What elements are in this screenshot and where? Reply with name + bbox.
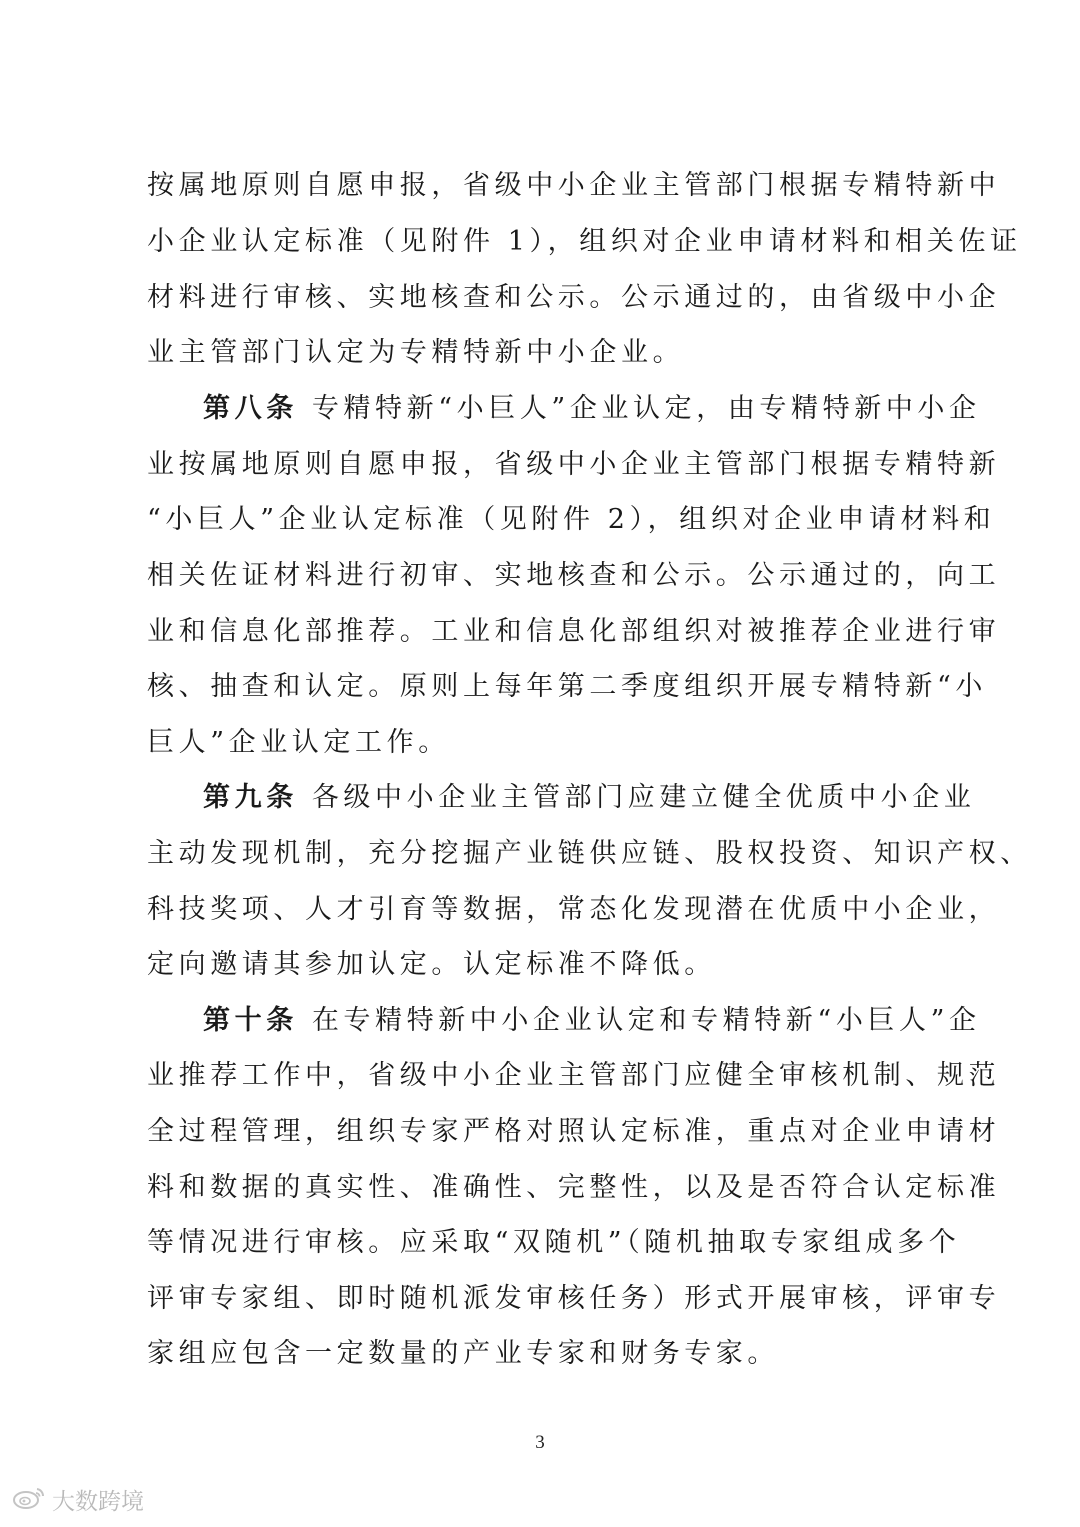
text-line: “小巨人”企业认定标准（见附件 2），组织对企业申请材料和 — [147, 504, 996, 535]
text-line: 业按属地原则自愿申报，省级中小企业主管部门根据专精特新 — [147, 449, 1001, 480]
text-line: 科技奖项、人才引育等数据，常态化发现潜在优质中小企业， — [147, 894, 1001, 925]
article-10-first-line — [203, 1001, 981, 1041]
text-line: 核、抽查和认定。原则上每年第二季度组织开展专精特新“小 — [147, 671, 988, 702]
text-line: 巨人”企业认定工作。 — [147, 727, 450, 758]
text-line: 业推荐工作中，省级中小企业主管部门应健全审核机制、规范 — [147, 1060, 1001, 1091]
watermark — [12, 1483, 144, 1516]
text-line: 料和数据的真实性、准确性、完整性，以及是否符合认定标准 — [147, 1172, 1001, 1203]
text-line: 业和信息化部推荐。工业和信息化部组织对被推荐企业进行审 — [147, 616, 1001, 647]
text-line: 等情况进行审核。应采取“双随机”（随机抽取专家组成多个 — [147, 1227, 961, 1258]
article-9-text: 各级中小企业主管部门应建立健全优质中小企业 — [311, 782, 976, 813]
article-8-heading: 第八条 — [203, 393, 298, 424]
text-line: 相关佐证材料进行初审、实地核查和公示。公示通过的，向工 — [147, 560, 1001, 591]
watermark-text: 大数跨境 — [52, 1489, 144, 1515]
text-line: 主动发现机制，充分挖掘产业链供应链、股权投资、知识产权、 — [147, 838, 1032, 869]
text-line: 按属地原则自愿申报，省级中小企业主管部门根据专精特新中 — [147, 170, 1001, 201]
text-line: 定向邀请其参加认定。认定标准不降低。 — [147, 949, 716, 980]
text-line: 评审专家组、即时随机派发审核任务）形式开展审核，评审专 — [147, 1283, 1001, 1314]
article-8-first-line — [203, 389, 981, 429]
article-9-heading: 第九条 — [203, 782, 298, 813]
text-line: 家组应包含一定数量的产业专家和财务专家。 — [147, 1338, 779, 1369]
weibo-logo-icon — [12, 1485, 46, 1515]
article-9-first-line — [203, 778, 976, 818]
article-10-heading: 第十条 — [203, 1005, 298, 1036]
text-line: 业主管部门认定为专精特新中小企业。 — [147, 337, 685, 368]
article-8-text: 专精特新“小巨人”企业认定，由专精特新中小企 — [311, 393, 981, 424]
text-line: 全过程管理，组织专家严格对照认定标准，重点对企业申请材 — [147, 1116, 1001, 1147]
page-number: 3 — [535, 1432, 545, 1453]
article-10-text: 在专精特新中小企业认定和专精特新“小巨人”企 — [311, 1005, 981, 1036]
text-line: 小企业认定标准（见附件 1），组织对企业申请材料和相关佐证 — [147, 226, 1022, 257]
text-line: 材料进行审核、实地核查和公示。公示通过的，由省级中小企 — [147, 282, 1001, 313]
